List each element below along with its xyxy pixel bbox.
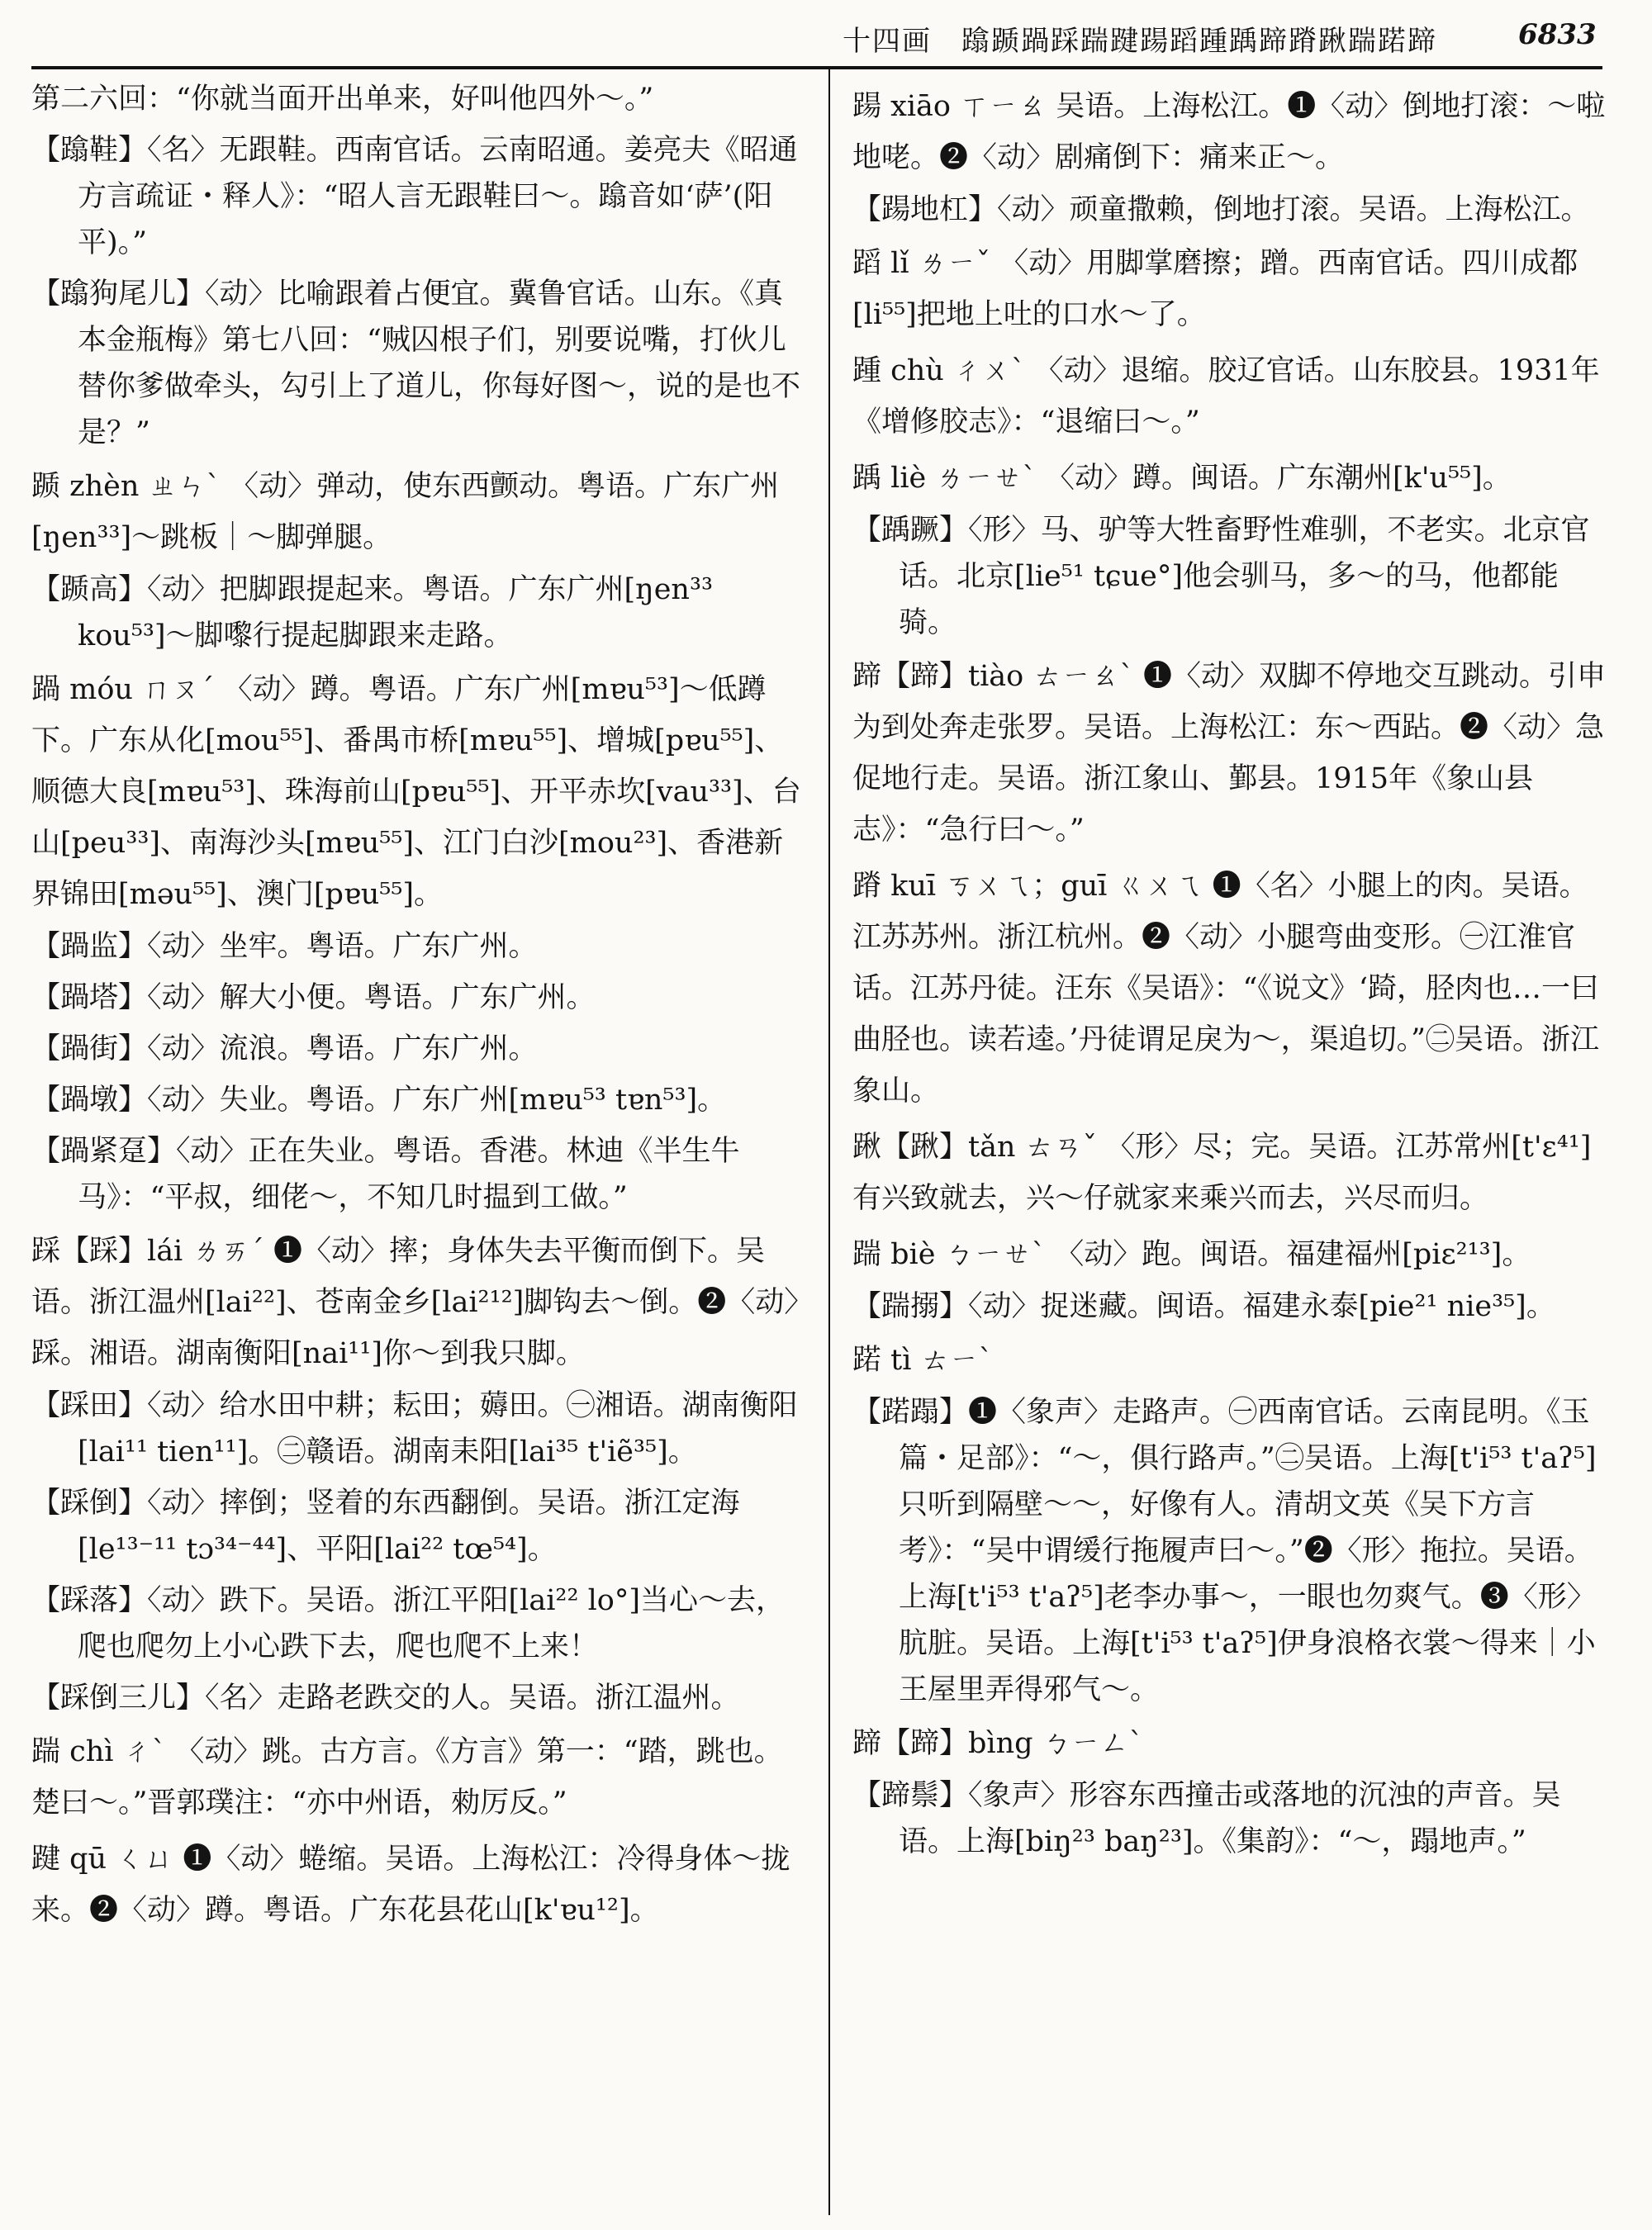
left-column [31,76,804,1939]
sub-entry: 【踼地杠】〈动〉顽童撒赖，倒地打滚。吴语。上海松江。 [852,193,1590,226]
headword-entry: 踻 móu ㄇㄡˊ 〈动〉蹲。粤语。广东广州[mɐu⁵³]～低蹲下。广东从化[mou⁵⁵]、番禺市桥[mɐu⁵⁵]、增城[pɐu⁵⁵]、顺德大良[mɐu⁵³]、珠海前山[pɐu⁵⁵]、开平赤坎[vau³³]、台山[peu³³]、南海沙头[mɐu⁵⁵]、江门白沙[mou²³]、香港新界锦田[məu⁵⁵]、澳门[pɐu⁵⁵]。 [31,673,801,911]
headword-entry: 蹈 lǐ ㄌㄧˇ 〈动〉用脚掌磨擦；蹭。西南官话。四川成都[li⁵⁵]把地上吐的口水～了。 [852,247,1578,331]
sub-entry: 【踩田】〈动〉给水田中耕；耘田；薅田。㊀湘语。湖南衡阳[lai¹¹ tien¹¹]。㊁赣语。湖南耒阳[lai³⁵ t'iẽ³⁵]。 [31,1389,798,1468]
headword-entry: 蹄【蹄】bìng ㄅㄧㄥˋ [852,1727,1144,1760]
sub-entry: 【蹃蹋】❶〈象声〉走路声。㊀西南官话。云南昆明。《玉篇・足部》：“～，俱行路声。”㊁吴语。上海[t'i⁵³ t'aʔ⁵]只听到隔壁～～，好像有人。清胡文英《吴下方言考》：“吴中谓缓行拖履声曰～。”❷〈形〉拖拉。吴语。上海[t'i⁵³ t'aʔ⁵]老李办事～，一眼也勿爽气。❸〈形〉肮脏。吴语。上海[t'i⁵³ t'aʔ⁵]伊身浪格衣裳～得来｜小王屋里弄得邪气～。 [852,1396,1597,1706]
column-divider [828,68,830,2215]
sub-entry: 【踽蹶】〈形〉马、驴等大牲畜野性难驯，不老实。北京官话。北京[lie⁵¹ tɕue°]他会驯马，多～的马，他都能骑。 [852,514,1590,639]
sub-entry: 【踩倒三儿】〈名〉走路老跌交的人。吴语。浙江温州。 [31,1682,740,1715]
sub-entry: 【踻墩】〈动〉失业。粤语。广东广州[mɐu⁵³ tɐn⁵³]。 [31,1084,727,1117]
entry-text: 第二六回：“你就当面开出单来，好叫他四外～。” [31,83,654,116]
headword-entry: 蹃 tì ㄊㄧˋ [852,1344,994,1377]
sub-entry: 【踻紧趸】〈动〉正在失业。粤语。香港。林迪《半生牛马》：“平叔，细佬～，不知几时揾到工做。” [31,1135,740,1214]
sub-entry: 【蹹狗尾儿】〈动〉比喻跟着占便宜。冀鲁官话。山东。《真本金瓶梅》第七八回：“贼囚根子们，别要说嘴，打伙儿替你爹做牵头，勾引上了道儿，你每好图～，说的是也不是？” [31,278,801,449]
headword-entry: 踼 xiāo ㄒㄧㄠ 吴语。上海松江。❶〈动〉倒地打滚：～啦地咾。❷〈动〉剧痛倒下：痛来正～。 [852,90,1606,174]
headword-entry: 蹄【蹄】tiào ㄊㄧㄠˋ ❶〈动〉双脚不停地交互跳动。引申为到处奔走张罗。吴语。上海松江：东～西跕。❷〈动〉急促地行走。吴语。浙江象山、鄞县。1915年《象山县志》：“急行曰～。” [852,660,1606,847]
page-header [0,0,1652,76]
headword-entry: 踺 qū ㄑㄩ ❶〈动〉蜷缩。吴语。上海松江：冷得身体～拢来。❷〈动〉蹲。粤语。广东花县花山[k'ɐu¹²]。 [31,1843,790,1927]
section-heading: 十四画 蹹踬踻踩踹踺踼蹈踵踽蹄蹐踿踹蹃蹄 [843,25,1437,58]
sub-entry: 【踹搦】〈动〉捉迷藏。闽语。福建永泰[pie²¹ nie³⁵]。 [852,1290,1555,1323]
headword-entry: 踹 biè ㄅㄧㄝˋ 〈动〉跑。闽语。福建福州[piɛ²¹³]。 [852,1238,1531,1271]
sub-entry: 【踩落】〈动〉跌下。吴语。浙江平阳[lai²² lo°]当心～去，爬也爬勿上小心跌下去，爬也爬不上来！ [31,1584,786,1663]
sub-entry: 【蹹鞋】〈名〉无跟鞋。西南官话。云南昭通。姜亮夫《昭通方言疏证・释人》：“昭人言无跟鞋曰～。蹹音如‘萨’(阳平)。” [31,134,798,259]
headword-entry: 踬 zhèn ㄓㄣˋ 〈动〉弹动，使东西颤动。粤语。广东广州[ŋen³³]～跳板｜～脚弹腿。 [31,470,780,554]
headword-entry: 蹐 kuī ㄎㄨㄟ；guī ㄍㄨㄟ ❶〈名〉小腿上的肉。吴语。江苏苏州。浙江杭州。❷〈动〉小腿弯曲变形。㊀江淮官话。江苏丹徒。汪东《吴语》：“《说文》‘踦，胫肉也…一曰曲胫也。读若逵。’丹徒谓足戾为～，渠追切。”㊁吴语。浙江象山。 [852,870,1600,1108]
sub-entry: 【踻塔】〈动〉解大小便。粤语。广东广州。 [31,981,596,1014]
sub-entry: 【踩倒】〈动〉摔倒；竖着的东西翻倒。吴语。浙江定海[le¹³⁻¹¹ tɔ³⁴⁻⁴⁴]、平阳[lai²² tœ⁵⁴]。 [31,1487,740,1566]
headword-entry: 踿【踿】tǎn ㄊㄢˇ 〈形〉尽；完。吴语。江苏常州[t'ɛ⁴¹]有兴致就去，兴～仔就家来乘兴而去，兴尽而归。 [852,1131,1592,1215]
headword-entry: 踵 chù ㄔㄨˋ 〈动〉退缩。胶辽官话。山东胶县。1931年《增修胶志》：“退缩曰～。” [852,354,1600,439]
sub-entry: 【蹄鬃】〈象声〉形容东西撞击或落地的沉浊的声音。吴语。上海[biŋ²³ baŋ²³]。《集韵》：“～，蹋地声。” [852,1779,1561,1858]
sub-entry: 【踻街】〈动〉流浪。粤语。广东广州。 [31,1032,538,1065]
headword-entry: 踩【踩】lái ㄌㄞˊ ❶〈动〉摔；身体失去平衡而倒下。吴语。浙江温州[lai²²]、苍南金乡[lai²¹²]脚钩去～倒。❷〈动〉踩。湘语。湖南衡阳[nai¹¹]你～到我只脚。 [31,1235,799,1370]
headword-entry: 踹 chì ㄔˋ 〈动〉跳。古方言。《方言》第一：“踏，跳也。楚曰～。”晋郭璞注：“亦中州语，勑厉反。” [31,1735,783,1820]
page-number: 6833 [1518,18,1597,51]
headword-entry: 踽 liè ㄌㄧㄝˋ 〈动〉蹲。闽语。广东潮州[k'u⁵⁵]。 [852,462,1512,495]
sub-entry: 【踻监】〈动〉坐牢。粤语。广东广州。 [31,930,538,963]
sub-entry: 【踬高】〈动〉把脚跟提起来。粤语。广东广州[ŋen³³ kou⁵³]～脚嚟行提起脚跟来走路。 [31,573,714,652]
right-column [852,76,1616,1870]
header-rule [31,66,1602,69]
